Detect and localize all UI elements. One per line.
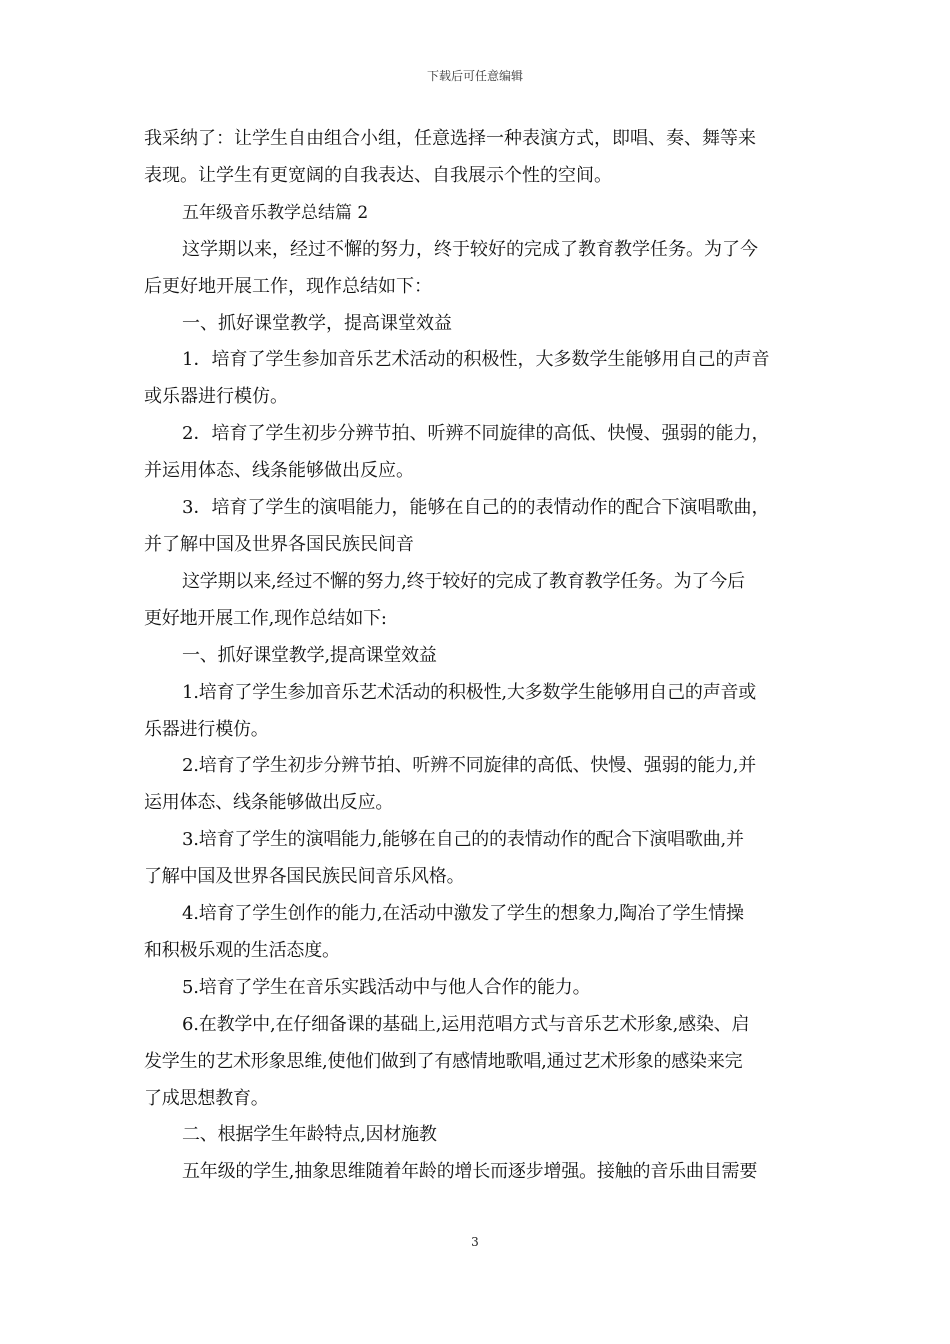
paragraph-line: 一、抓好课堂教学,提高课堂效益 xyxy=(182,644,437,666)
paragraph-line: 和积极乐观的生活态度。 xyxy=(144,939,340,961)
paragraph-line: 1.培育了学生参加音乐艺术活动的积极性,大多数学生能够用自己的声音或 xyxy=(182,681,757,703)
paragraph xyxy=(144,232,808,306)
paragraph-line: 4.培育了学生创作的能力,在活动中激发了学生的想象力,陶冶了学生情操 xyxy=(182,903,744,925)
paragraph-line: 了解中国及世界各国民族民间音乐风格。 xyxy=(144,866,465,888)
paragraph xyxy=(144,638,808,675)
paragraph-line: 1．培育了学生参加音乐艺术活动的积极性，大多数学生能够用自己的声音 xyxy=(182,349,770,371)
paragraph-line: 这学期以来，经过不懈的努力，终于较好的完成了教育教学任务。为了今 xyxy=(182,238,758,260)
paragraph-line: 表现。让学生有更宽阔的自我表达、自我展示个性的空间。 xyxy=(144,164,612,186)
paragraph-line: 五年级音乐教学总结篇 2 xyxy=(182,202,369,223)
paragraph-line: 这学期以来,经过不懈的努力,终于较好的完成了教育教学任务。为了今后 xyxy=(182,570,745,592)
paragraph-line: 乐器进行模仿。 xyxy=(144,718,269,740)
paragraph-line: 5.培育了学生在音乐实践活动中与他人合作的能力。 xyxy=(182,976,591,998)
paragraph-line: 2．培育了学生初步分辨节拍、听辨不同旋律的高低、快慢、强弱的能力， xyxy=(182,423,770,445)
paragraph xyxy=(144,748,808,822)
paragraph-line: 3.培育了学生的演唱能力,能够在自己的的表情动作的配合下演唱歌曲,并 xyxy=(182,829,744,851)
paragraph-line: 五年级的学生,抽象思维随着年龄的增长而逐步增强。接触的音乐曲目需要 xyxy=(182,1161,758,1183)
paragraph-line: 运用体态、线条能够做出反应。 xyxy=(144,792,394,814)
paragraph-line: 我采纳了：让学生自由组合小组，任意选择一种表演方式，即唱、奏、舞等来 xyxy=(144,128,756,149)
paragraph-line: 了成思想教育。 xyxy=(144,1087,269,1109)
paragraph-line: 或乐器进行模仿。 xyxy=(144,386,288,408)
paragraph-line: 二、根据学生年龄特点,因材施教 xyxy=(182,1124,437,1146)
paragraph-line: 6.在教学中,在仔细备课的基础上,运用范唱方式与音乐艺术形象,感染、启 xyxy=(182,1013,750,1035)
paragraph xyxy=(144,564,808,638)
paragraph-line: 3．培育了学生的演唱能力，能够在自己的的表情动作的配合下演唱歌曲， xyxy=(182,497,770,519)
page-number: 3 xyxy=(471,1235,479,1249)
paragraph xyxy=(144,1154,808,1191)
paragraph-line: 并了解中国及世界各国民族民间音 xyxy=(144,533,414,555)
section-title xyxy=(144,195,808,232)
paragraph xyxy=(144,1117,808,1154)
paragraph xyxy=(144,342,808,416)
paragraph-line: 后更好地开展工作，现作总结如下： xyxy=(144,275,432,297)
paragraph-line: 2.培育了学生初步分辨节拍、听辨不同旋律的高低、快慢、强弱的能力,并 xyxy=(182,755,757,777)
paragraph xyxy=(144,896,808,970)
paragraph-line: 发学生的艺术形象思维,使他们做到了有感情地歌唱,通过艺术形象的感染来完 xyxy=(144,1050,743,1072)
paragraph xyxy=(144,970,808,1007)
paragraph-line: 更好地开展工作,现作总结如下: xyxy=(144,607,387,629)
paragraph xyxy=(144,416,808,490)
document-body xyxy=(144,121,808,1191)
paragraph xyxy=(144,675,808,749)
paragraph xyxy=(144,822,808,896)
paragraph xyxy=(144,121,808,195)
paragraph xyxy=(144,306,808,343)
paragraph-line: 并运用体态、线条能够做出反应。 xyxy=(144,460,414,482)
paragraph xyxy=(144,1007,808,1118)
paragraph xyxy=(144,490,808,564)
page-header: 下载后可任意编辑 xyxy=(426,69,523,83)
paragraph-line: 一、抓好课堂教学，提高课堂效益 xyxy=(182,312,452,334)
